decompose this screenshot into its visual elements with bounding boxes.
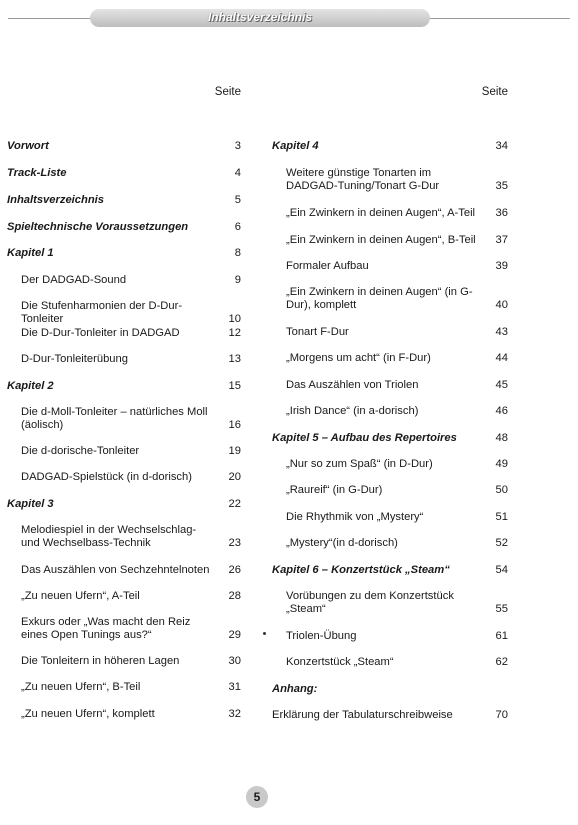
toc-entry-title: Inhaltsverzeichnis bbox=[7, 194, 104, 206]
toc-entry bbox=[7, 590, 241, 603]
toc-entry-title: Tonart F-Dur bbox=[286, 326, 349, 338]
toc-entry-page: 43 bbox=[495, 326, 508, 338]
toc-entry-page: 39 bbox=[495, 260, 508, 272]
toc-entry bbox=[272, 484, 508, 497]
toc-entry-page: 50 bbox=[495, 484, 508, 496]
toc-entry-page: 52 bbox=[495, 537, 508, 549]
toc-entry-title: Weitere günstige Tonarten im DADGAD-Tuning/Tonart G-Dur bbox=[286, 167, 440, 192]
toc-entry-page: 3 bbox=[234, 140, 241, 152]
toc-entry-title: „Ein Zwinkern in deinen Augen“, A-Teil bbox=[286, 207, 476, 219]
toc-entry bbox=[272, 326, 508, 339]
toc-entry-title: Die D-Dur-Tonleiter in DADGAD bbox=[21, 327, 180, 339]
toc-entry-page: 51 bbox=[495, 511, 508, 523]
toc-entry-page: 30 bbox=[228, 655, 241, 667]
toc-entry-page: 37 bbox=[495, 234, 508, 246]
toc-entry-title: Erklärung der Tabulaturschreibweise bbox=[272, 709, 453, 721]
toc-entry bbox=[7, 498, 241, 511]
toc-entry-page: 15 bbox=[228, 380, 241, 392]
toc-entry-page: 35 bbox=[495, 180, 508, 192]
toc-entry-title: Spieltechnische Voraussetzungen bbox=[7, 221, 189, 233]
toc-entry-title: Die Rhythmik von „Mystery“ bbox=[286, 511, 424, 523]
toc-entry-page: 22 bbox=[228, 498, 241, 510]
toc-entry bbox=[272, 564, 508, 577]
toc-entry-page: 23 bbox=[228, 537, 241, 549]
toc-entry bbox=[7, 353, 241, 366]
toc-entry-title: Kapitel 1 bbox=[7, 247, 54, 259]
toc-entry bbox=[7, 274, 241, 287]
toc-entry-title: Konzertstück „Steam“ bbox=[286, 656, 394, 668]
toc-entry bbox=[272, 352, 508, 365]
toc-entry-title: Exkurs oder „Was macht den Reiz eines Open Tunings aus?“ bbox=[21, 616, 191, 641]
toc-entry-title: Melodiespiel in der Wechselschlag- und Wechselbass-Technik bbox=[21, 524, 197, 549]
toc-entry-title: Das Auszählen von Triolen bbox=[286, 379, 419, 391]
toc-entry-title: „Zu neuen Ufern“, B-Teil bbox=[21, 681, 141, 693]
toc-entry bbox=[272, 511, 508, 524]
toc-entry bbox=[7, 708, 241, 721]
toc-entry-title: Vorwort bbox=[7, 140, 49, 152]
toc-entry bbox=[7, 655, 241, 668]
toc-entry bbox=[7, 221, 241, 234]
toc-entry bbox=[7, 564, 241, 577]
toc-entry-page: 61 bbox=[495, 630, 508, 642]
seite-label-right: Seite bbox=[481, 86, 508, 98]
toc-entry-page: 13 bbox=[228, 353, 241, 365]
toc-entry-title: „Irish Dance“ (in a-dorisch) bbox=[286, 405, 419, 417]
toc-entry-title: Der DADGAD-Sound bbox=[21, 274, 127, 286]
toc-entry-page: 62 bbox=[495, 656, 508, 668]
toc-entry-title: Track-Liste bbox=[7, 167, 67, 179]
toc-entry-title: Die Stufenharmonien der D-Dur-Tonleiter bbox=[21, 300, 183, 325]
toc-entry-page: 26 bbox=[228, 564, 241, 576]
toc-entry bbox=[7, 140, 241, 153]
toc-entry-title: Die d-Moll-Tonleiter – natürliches Moll (äolisch) bbox=[21, 406, 208, 431]
toc-entry-page: 46 bbox=[495, 405, 508, 417]
toc-entry-title: Die d-dorische-Tonleiter bbox=[21, 445, 140, 457]
toc-entry-title: Kapitel 3 bbox=[7, 498, 54, 510]
toc-entry-page: 48 bbox=[495, 432, 508, 444]
toc-entry bbox=[272, 234, 508, 247]
toc-entry-page: 20 bbox=[228, 471, 241, 483]
toc-entry-title: Formaler Aufbau bbox=[286, 260, 369, 272]
toc-entry-title: Kapitel 5 – Aufbau des Repertoires bbox=[272, 432, 457, 444]
toc-entry bbox=[7, 406, 241, 432]
toc-entry-title: „Raureif“ (in G-Dur) bbox=[286, 484, 383, 496]
toc-column-right bbox=[272, 86, 508, 721]
toc-entry-page: 45 bbox=[495, 379, 508, 391]
toc-entry-title: „Zu neuen Ufern“, A-Teil bbox=[21, 590, 140, 602]
bullet-dot bbox=[263, 632, 266, 635]
toc-entry bbox=[7, 471, 241, 484]
toc-entry-page: 8 bbox=[234, 247, 241, 259]
toc-entry-title: Das Auszählen von Sechzehntelnoten bbox=[21, 564, 210, 576]
toc-entry bbox=[272, 683, 508, 696]
toc-entry-page: 49 bbox=[495, 458, 508, 470]
toc-entry bbox=[7, 445, 241, 458]
toc-column-left bbox=[7, 86, 241, 720]
toc-entry-page: 5 bbox=[234, 194, 241, 206]
toc-entry bbox=[7, 167, 241, 180]
page-number: 5 bbox=[246, 786, 268, 808]
toc-entry bbox=[272, 379, 508, 392]
toc-entry bbox=[272, 140, 508, 153]
toc-entry bbox=[7, 380, 241, 393]
toc-entry-page: 12 bbox=[228, 327, 241, 339]
toc-entry-title: Vorübungen zu dem Konzertstück „Steam“ bbox=[286, 590, 454, 615]
toc-entry bbox=[272, 537, 508, 550]
toc-entry-page: 28 bbox=[228, 590, 241, 602]
toc-entry-page: 70 bbox=[495, 709, 508, 721]
toc-entry-page: 36 bbox=[495, 207, 508, 219]
toc-entry bbox=[272, 630, 508, 643]
toc-entry-title: Die Tonleitern in höheren Lagen bbox=[21, 655, 180, 667]
toc-entry bbox=[7, 327, 241, 340]
toc-entry bbox=[7, 524, 241, 550]
toc-entry-title: „Zu neuen Ufern“, komplett bbox=[21, 708, 155, 720]
toc-entry bbox=[272, 260, 508, 273]
toc-entry bbox=[272, 656, 508, 669]
toc-entry bbox=[7, 247, 241, 260]
toc-entry-page: 4 bbox=[234, 167, 241, 179]
toc-entry-page: 19 bbox=[228, 445, 241, 457]
toc-entry bbox=[7, 681, 241, 694]
toc-entry bbox=[272, 286, 508, 312]
toc-entry bbox=[272, 167, 508, 193]
toc-entry-title: „Ein Zwinkern in deinen Augen“ (in G-Dur), komplett bbox=[286, 286, 473, 311]
toc-entry bbox=[272, 432, 508, 445]
toc-entry bbox=[7, 616, 241, 642]
toc-entry-title: Triolen-Übung bbox=[286, 630, 357, 642]
toc-entry-title: DADGAD-Spielstück (in d-dorisch) bbox=[21, 471, 192, 483]
toc-entry-title: Kapitel 6 – Konzertstück „Steam“ bbox=[272, 564, 450, 576]
toc-entry-page: 10 bbox=[228, 313, 241, 325]
toc-entry-title: D-Dur-Tonleiterübung bbox=[21, 353, 128, 365]
toc-entry-title: Kapitel 2 bbox=[7, 380, 54, 392]
seite-label-left: Seite bbox=[214, 86, 241, 98]
toc-entry-title: „Mystery“(in d-dorisch) bbox=[286, 537, 398, 549]
toc-entry-page: 55 bbox=[495, 603, 508, 615]
toc-entry bbox=[272, 207, 508, 220]
toc-entry-page: 44 bbox=[495, 352, 508, 364]
toc-entry-title: Anhang: bbox=[272, 683, 318, 695]
toc-entry-page: 32 bbox=[228, 708, 241, 720]
toc-entry-page: 54 bbox=[495, 564, 508, 576]
toc-entry-page: 6 bbox=[234, 221, 241, 233]
toc-entry-page: 16 bbox=[228, 419, 241, 431]
toc-entry-title: Kapitel 4 bbox=[272, 140, 319, 152]
toc-entry-page: 31 bbox=[228, 681, 241, 693]
toc-entry-page: 29 bbox=[228, 629, 241, 641]
toc-entry bbox=[7, 300, 241, 326]
toc-entry bbox=[272, 590, 508, 616]
toc-entry-page: 40 bbox=[495, 299, 508, 311]
toc-entry-title: „Nur so zum Spaß“ (in D-Dur) bbox=[286, 458, 433, 470]
toc-entry-page: 9 bbox=[234, 274, 241, 286]
toc-entry-page: 34 bbox=[495, 140, 508, 152]
toc-entry bbox=[272, 709, 508, 722]
toc-entry-title: „Morgens um acht“ (in F-Dur) bbox=[286, 352, 431, 364]
toc-entry bbox=[7, 194, 241, 207]
toc-entry bbox=[272, 458, 508, 471]
toc-entry bbox=[272, 405, 508, 418]
toc-entry-title: „Ein Zwinkern in deinen Augen“, B-Teil bbox=[286, 234, 476, 246]
page-title: Inhaltsverzeichnis bbox=[207, 10, 313, 24]
